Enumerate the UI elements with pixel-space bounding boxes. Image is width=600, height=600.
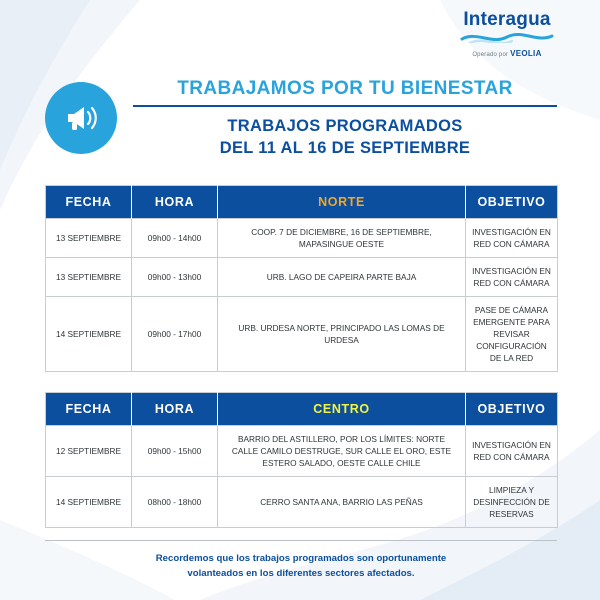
cell-zona: URB. LAGO DE CAPEIRA PARTE BAJA [218, 258, 466, 297]
footer-line-2: volanteados en los diferentes sectores afectados. [187, 567, 415, 579]
footer-note [45, 552, 557, 582]
cell-zona: CERRO SANTA ANA, BARRIO LAS PEÑAS [218, 477, 466, 528]
cell-objetivo: INVESTIGACIÓN EN RED CON CÁMARA [466, 426, 558, 477]
cell-objetivo: LIMPIEZA Y DESINFECCIÓN DE RESERVAS [466, 477, 558, 528]
column-header-hora: HORA [132, 393, 218, 426]
header-subtitle-line2: DEL 11 AL 16 DE SEPTIEMBRE [219, 139, 471, 158]
footer-line-1: Recordemos que los trabajos programados son oportunamente [155, 553, 447, 564]
table-row [46, 426, 558, 477]
cell-zona: COOP. 7 DE DICIEMBRE, 16 DE SEPTIEMBRE, MAPASINGUE OESTE [218, 219, 466, 258]
cell-fecha: 14 SEPTIEMBRE [46, 297, 132, 372]
column-header-zone-centro: CENTRO [218, 393, 466, 426]
cell-fecha: 12 SEPTIEMBRE [46, 426, 132, 477]
operated-by-label: Operado por [472, 52, 509, 58]
header-divider [133, 105, 557, 107]
header-title: TRABAJAMOS POR TU BIENESTAR [177, 78, 513, 99]
header-banner [45, 78, 557, 162]
cell-objetivo: INVESTIGACIÓN EN RED CON CÁMARA [466, 258, 558, 297]
footer-divider [45, 540, 557, 541]
schedule-table-centro [45, 392, 558, 528]
column-header-objetivo: OBJETIVO [466, 393, 558, 426]
table-row [46, 477, 558, 528]
cell-hora: 09h00 - 14h00 [132, 219, 218, 258]
table-row [46, 258, 558, 297]
column-header-fecha: FECHA [46, 186, 132, 219]
cell-hora: 09h00 - 13h00 [132, 258, 218, 297]
cell-objetivo: PASE DE CÁMARA EMERGENTE PARA REVISAR CONFIGURACIÓN DE LA RED [466, 297, 558, 372]
table-header-row [46, 393, 558, 426]
column-header-zone-norte: NORTE [218, 186, 466, 219]
wave-icon [432, 31, 582, 43]
cell-zona: BARRIO DEL ASTILLERO, POR LOS LÍMITES: NORTE CALLE CAMILO DESTRUGE, SUR CALLE EL ORO, ESTE ESTERO SALADO, OESTE CALLE CHILE [218, 426, 466, 477]
table-row [46, 297, 558, 372]
operator-name: VEOLIA [510, 49, 542, 58]
cell-hora: 09h00 - 15h00 [132, 426, 218, 477]
megaphone-icon [45, 82, 117, 154]
brand-logo [432, 10, 582, 58]
schedule-table-norte [45, 185, 558, 372]
header-subtitle-line1: TRABAJOS PROGRAMADOS [227, 117, 463, 135]
table-row [46, 219, 558, 258]
column-header-fecha: FECHA [46, 393, 132, 426]
column-header-hora: HORA [132, 186, 218, 219]
header-texts [133, 78, 557, 160]
cell-objetivo: INVESTIGACIÓN EN RED CON CÁMARA [466, 219, 558, 258]
cell-fecha: 13 SEPTIEMBRE [46, 258, 132, 297]
table-header-row [46, 186, 558, 219]
cell-hora: 08h00 - 18h00 [132, 477, 218, 528]
cell-zona: URB. URDESA NORTE, PRINCIPADO LAS LOMAS DE URDESA [218, 297, 466, 372]
cell-fecha: 13 SEPTIEMBRE [46, 219, 132, 258]
operator-line [432, 49, 582, 58]
column-header-objetivo: OBJETIVO [466, 186, 558, 219]
cell-hora: 09h00 - 17h00 [132, 297, 218, 372]
cell-fecha: 14 SEPTIEMBRE [46, 477, 132, 528]
brand-name: Interagua [463, 9, 551, 30]
megaphone-glyph [62, 102, 100, 134]
